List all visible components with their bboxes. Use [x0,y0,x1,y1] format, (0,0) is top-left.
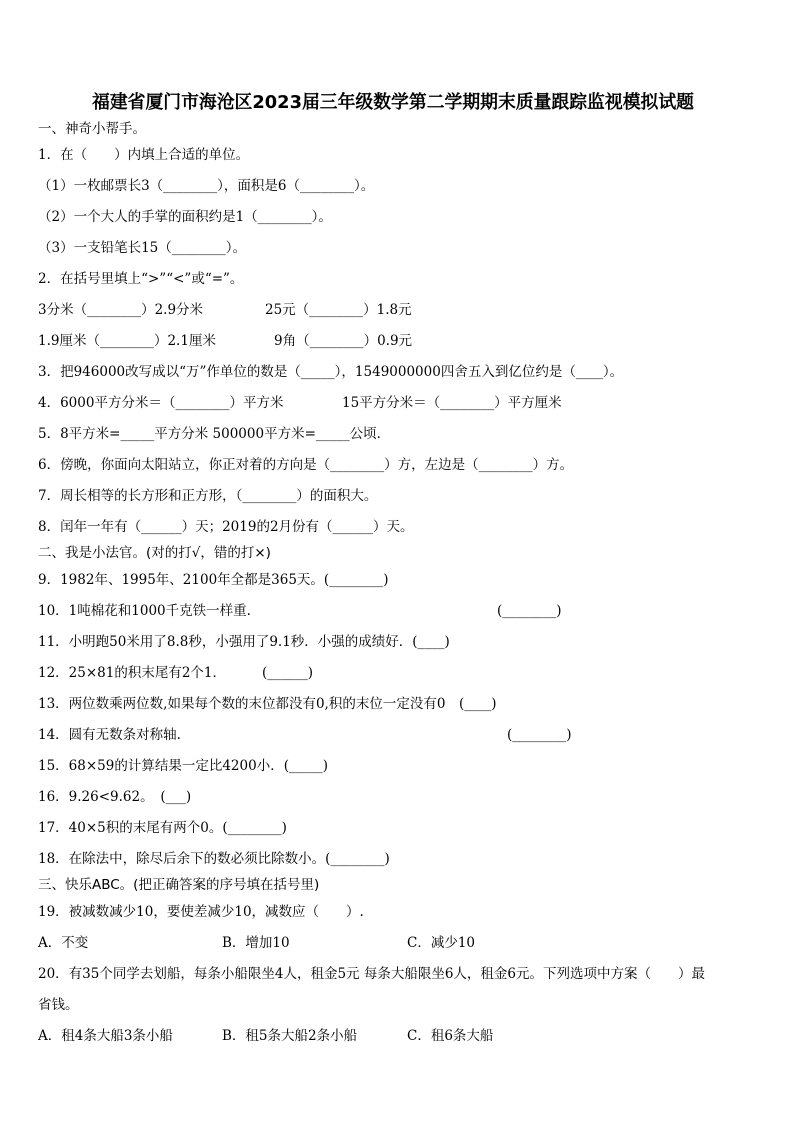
question-2-stem: 2．在括号里填上“>”“<”或“=”。 [38,271,244,287]
question-20-option-a: A．租4条大船3条小船 [38,1028,173,1044]
question-20-option-b: B．租5条大船2条小船 [222,1028,358,1044]
question-8: 8．闰年一年有（______）天；2019的2月份有（______）天。 [38,519,414,535]
question-19-option-c: C．减少10 [407,935,476,951]
question-12-blank: (______) [262,665,314,681]
question-2-row2-col1: 1.9厘米（________）2.1厘米 [38,333,216,349]
question-2-row1-col1: 3分米（________）2.9分米 [38,302,204,318]
question-4-left: 4．6000平方分米＝（________）平方米 [38,395,284,411]
question-1-stem: 1．在（ ）内填上合适的单位。 [38,147,250,163]
question-19-option-a: A．不变 [38,935,89,951]
question-1-part-2: （2）一个大人的手掌的面积约是1（________）。 [38,209,332,225]
question-20-option-c: C．租6条大船 [407,1028,494,1044]
section-2-heading: 二、我是小法官。(对的打√，错的打×) [38,545,271,561]
question-18: 18．在除法中，除尽后余下的数必须比除数小。(________) [38,851,390,867]
question-5: 5．8平方米=_____平方分米 500000平方米=_____公顷． [38,426,391,442]
question-4-right: 15平方分米＝（________）平方厘米 [342,395,562,411]
question-19-stem: 19．被减数减少10，要使差减少10，减数应（ ）. [38,904,364,920]
question-12-text: 12．25×81的积末尾有2个1． [38,665,227,681]
question-17: 17．40×5积的末尾有两个0。(________) [38,820,287,836]
question-13: 13．两位数乘两位数,如果每个数的末位都没有0,积的末位一定没有0 (____) [38,696,497,712]
question-10-blank: (________) [497,603,562,619]
question-10-text: 10．1吨棉花和1000千克铁一样重. [38,603,251,619]
question-2-row2-col2: 9角（________）0.9元 [274,333,413,349]
section-3-heading: 三、快乐ABC。(把正确答案的序号填在括号里) [38,877,320,893]
question-6: 6．傍晚，你面向太阳站立，你正对着的方向是（________）方，左边是（________）方。 [38,457,574,473]
question-1-part-3: （3）一支铅笔长15（________）。 [38,240,247,256]
question-20-stem-cont: 省钱。 [38,997,79,1013]
question-20-stem: 20．有35个同学去划船，每条小船限坐4人，租金5元 每条大船限坐6人，租金6元。下列选项中方案（ ）最 [38,966,706,982]
question-11: 11．小明跑50米用了8.8秒，小强用了9.1秒．小强的成绩好．(____) [38,634,450,650]
question-15: 15．68×59的计算结果一定比4200小．(_____) [38,758,328,774]
question-7: 7．周长相等的长方形和正方形，（________）的面积大。 [38,488,378,504]
question-14-blank: (________) [507,727,572,743]
question-3: 3．把946000改写成以“万”作单位的数是（_____），1549000000四舍五入到亿位约是（____）。 [38,364,624,380]
question-1-part-1: （1）一枚邮票长3（________），面积是6（________）。 [38,178,375,194]
question-9: 9．1982年、1995年、2100年全都是365天。(________) [38,572,389,588]
question-16: 16．9.26<9.62。 (___) [38,789,192,805]
question-2-row1-col2: 25元（________）1.8元 [265,302,412,318]
section-1-heading: 一、神奇小帮手。 [38,121,146,137]
question-14-text: 14．圆有无数条对称轴. [38,727,181,743]
page-title: 福建省厦门市海沧区2023届三年级数学第二学期期末质量跟踪监视模拟试题 [92,92,694,113]
question-19-option-b: B．增加10 [222,935,290,951]
